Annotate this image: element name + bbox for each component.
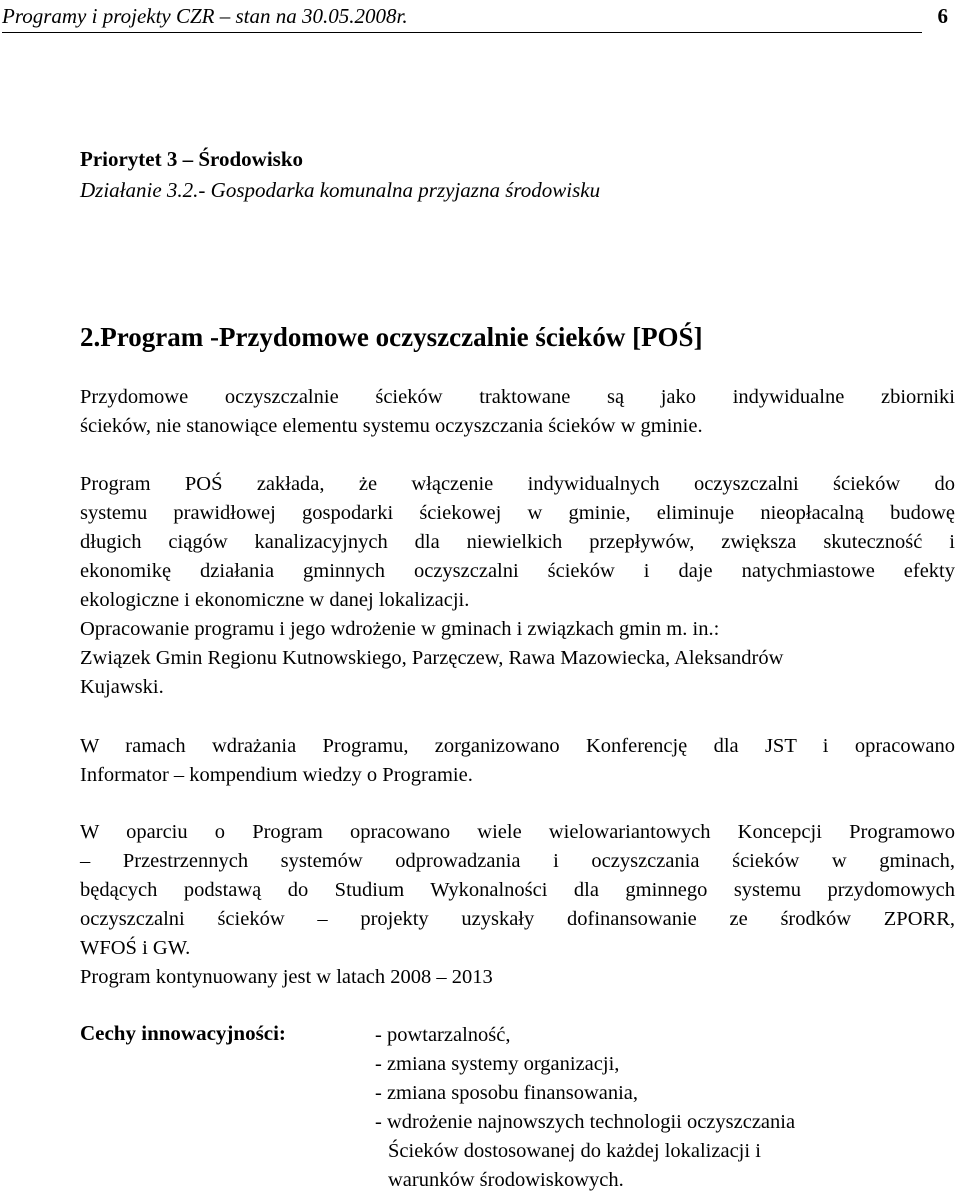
text-line: długich ciągów kanalizacyjnych dla niewielkich przepływów, zwiększa skuteczność i — [80, 531, 955, 553]
priority-heading: Priorytet 3 – Środowisko — [80, 147, 304, 171]
text-line: będących podstawą do Studium Wykonalności dla gminnego systemu przydomowych — [80, 879, 955, 901]
text-line: ścieków, nie stanowiące elementu systemu oczyszczania ścieków w gminie. — [80, 415, 703, 437]
text-line: W ramach wdrażania Programu, zorganizowano Konferencję dla JST i opracowano — [80, 735, 955, 757]
page-header — [2, 0, 948, 33]
list-item-continuation: warunków środowiskowych. — [388, 1169, 624, 1191]
program-title: 2.Program -Przydomowe oczyszczalnie ścieków [POŚ] — [80, 322, 703, 352]
text-line: Kujawski. — [80, 676, 164, 698]
header-title: Programy i projekty CZR – stan na 30.05.2008r. — [2, 4, 408, 28]
text-line: oczyszczalni ścieków – projekty uzyskały dofinansowanie ze środków ZPORR, — [80, 908, 955, 930]
list-item: - wdrożenie najnowszych technologii oczyszczania — [375, 1111, 796, 1133]
paragraph-conference — [80, 732, 955, 790]
list-item-continuation: Ścieków dostosowanej do każdej lokalizacji i — [388, 1140, 761, 1162]
text-line: W oparciu o Program opracowano wiele wielowariantowych Koncepcji Programowo — [80, 821, 955, 843]
text-line: Związek Gmin Regionu Kutnowskiego, Parzęczew, Rawa Mazowiecka, Aleksandrów — [80, 647, 784, 669]
text-line: WFOŚ i GW. — [80, 937, 191, 959]
text-line: ekologiczne i ekonomiczne w danej lokalizacji. — [80, 589, 470, 611]
page-number: 6 — [937, 4, 948, 28]
paragraph-definition — [80, 383, 955, 441]
list-item: - zmiana sposobu finansowania, — [375, 1082, 639, 1104]
text-line: systemu prawidłowej gospodarki ściekowej w gminie, eliminuje nieopłacalną budowę — [80, 502, 955, 524]
list-item: - zmiana systemy organizacji, — [375, 1053, 620, 1075]
text-line: – Przestrzennych systemów odprowadzania i oczyszczania ścieków w gminach, — [80, 850, 955, 872]
text-line: Opracowanie programu i jego wdrożenie w gminach i związkach gmin m. in.: — [80, 618, 720, 640]
list-item: - powtarzalność, — [375, 1024, 511, 1046]
text-line: Przydomowe oczyszczalnie ścieków traktowane są jako indywidualne zbiorniki — [80, 386, 955, 408]
text-line: Informator – kompendium wiedzy o Programie. — [80, 764, 473, 786]
features-list — [375, 1021, 795, 1195]
text-line: ekonomikę działania gminnych oczyszczalni ścieków i daje natychmiastowe efekty — [80, 560, 955, 582]
text-line: Program POŚ zakłada, że włączenie indywidualnych oczyszczalni ścieków do — [80, 473, 955, 495]
paragraph-concepts — [80, 818, 955, 992]
action-subheading: Działanie 3.2.- Gospodarka komunalna przyjazna środowisku — [80, 178, 601, 202]
features-label: Cechy innowacyjności: — [80, 1021, 286, 1045]
text-line: Program kontynuowany jest w latach 2008 – 2013 — [80, 966, 493, 988]
paragraph-program-description — [80, 470, 955, 702]
